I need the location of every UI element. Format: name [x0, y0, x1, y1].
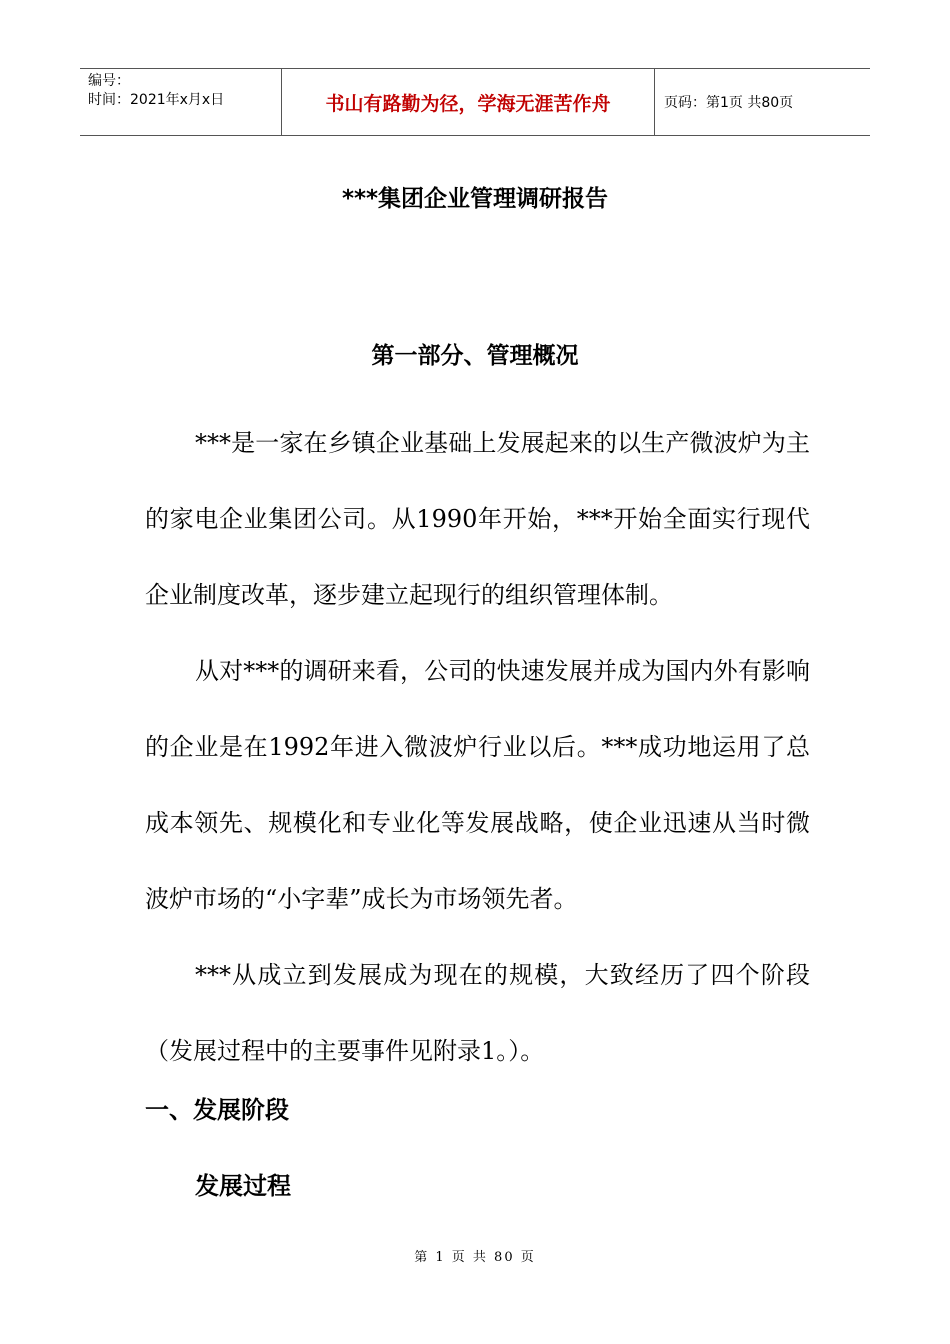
sub-heading: 发展过程 [195, 1172, 291, 1200]
body-text [145, 405, 810, 1089]
document-title: ***集团企业管理调研报告 [341, 186, 609, 212]
document-date: 时间：2021年x月x日 [88, 92, 225, 108]
header-meta-cell [80, 69, 282, 135]
header-motto: 书山有路勤为径，学海无涯苦作舟 [325, 92, 611, 115]
page-footer: 第 1 页 共 80 页 [414, 1250, 536, 1265]
part-title: 第一部分、管理概况 [371, 343, 579, 369]
header-page-info: 页码：第1页 共80页 [664, 95, 794, 111]
document-number-label: 编号： [88, 73, 130, 89]
header-page-cell [655, 69, 870, 135]
section-heading: 一、发展阶段 [145, 1096, 289, 1124]
header-motto-cell [282, 69, 655, 135]
paragraph: ***从成立到发展成为现在的规模，大致经历了四个阶段（发展过程中的主要事件见附录1。）。 [145, 961, 810, 1065]
paragraph: ***是一家在乡镇企业基础上发展起来的以生产微波炉为主的家电企业集团公司。从1990年开始，***开始全面实行现代企业制度改革，逐步建立起现行的组织管理体制。 [145, 429, 810, 609]
header-table [80, 68, 870, 136]
paragraph: 从对***的调研来看，公司的快速发展并成为国内外有影响的企业是在1992年进入微波炉行业以后。***成功地运用了总成本领先、规模化和专业化等发展战略，使企业迅速从当时微波炉市场的“小字辈”成长为市场领先者。 [145, 657, 810, 913]
